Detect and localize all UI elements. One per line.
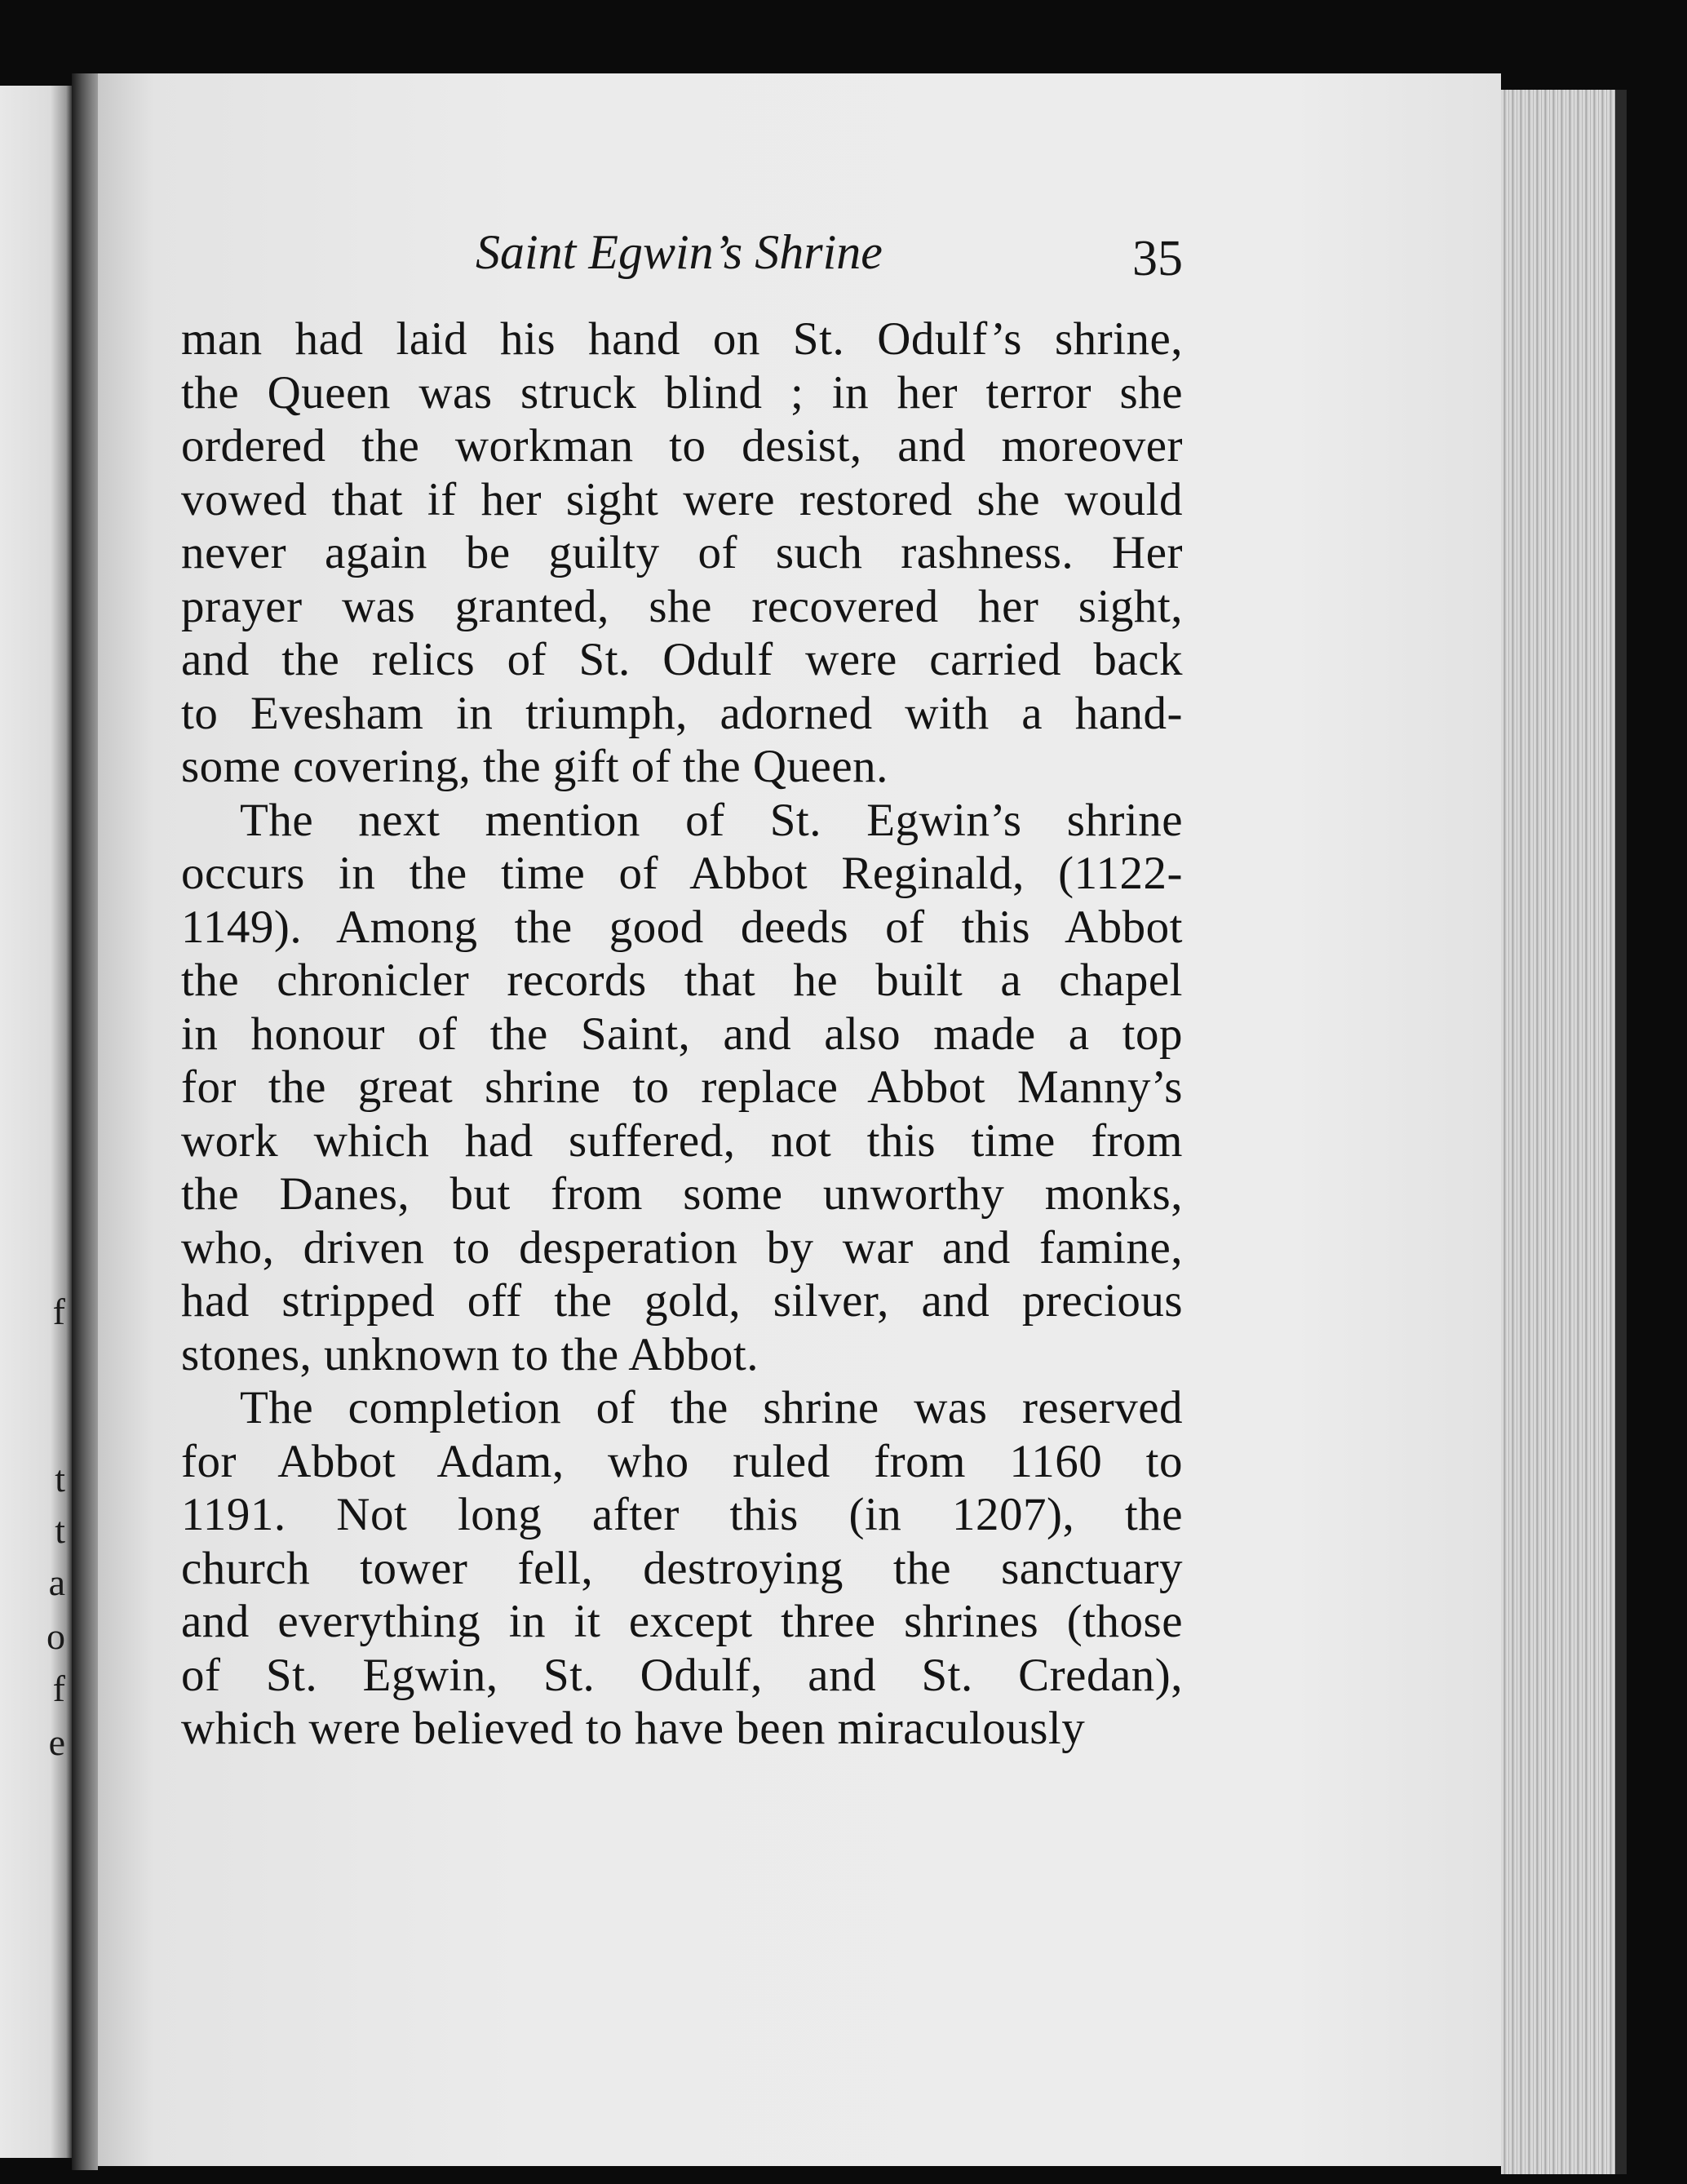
text-line: in honour of the Saint, and also made a top — [181, 1008, 1183, 1060]
text-line: the chronicler records that he built a chapel — [181, 955, 1183, 1006]
margin-glyph: o — [46, 1615, 65, 1657]
page-edges — [1501, 90, 1615, 2174]
margin-glyph: t — [55, 1458, 65, 1500]
text-line: some covering, the gift of the Queen. — [181, 741, 888, 792]
running-head — [98, 216, 1501, 286]
text-line: stones, unknown to the Abbot. — [181, 1328, 759, 1380]
text-line: of St. Egwin, St. Odulf, and St. Credan), — [181, 1649, 1183, 1701]
text-line: the Queen was struck blind ; in her terror she — [181, 366, 1183, 419]
text-line: to Evesham in triumph, adorned with a hand- — [181, 687, 1183, 739]
paragraph — [181, 1381, 1183, 1756]
book-gutter — [72, 73, 98, 2170]
text-line: The next mention of St. Egwin’s shrine — [240, 794, 1183, 846]
facing-page-edge — [0, 86, 72, 2158]
text-line: prayer was granted, she recovered her sight, — [181, 580, 1183, 632]
running-title: Saint Egwin’s Shrine — [476, 225, 883, 279]
margin-glyph: f — [52, 1668, 65, 1709]
text-line: church tower fell, destroying the sanctuary — [181, 1542, 1183, 1594]
text-line: who, driven to desperation by war and famine, — [181, 1221, 1183, 1274]
text-line: The completion of the shrine was reserved — [240, 1382, 1183, 1433]
text-line: occurs in the time of Abbot Reginald, (1122- — [181, 848, 1183, 899]
margin-glyph: a — [48, 1562, 65, 1603]
text-line: the Danes, but from some unworthy monks, — [181, 1168, 1183, 1220]
page-edges-shadow — [1615, 90, 1627, 2174]
text-line: which were believed to have been miraculously — [181, 1703, 1086, 1754]
text-line: and everything in it except three shrines (those — [181, 1596, 1183, 1647]
text-line: vowed that if her sight were restored she would — [181, 473, 1183, 525]
text-line: never again be guilty of such rashness. Her — [181, 527, 1183, 578]
text-line: and the relics of St. Odulf were carried back — [181, 634, 1183, 685]
body-text — [181, 312, 1183, 1756]
text-line: ordered the workman to desist, and moreover — [181, 420, 1183, 472]
margin-glyph: e — [48, 1721, 65, 1763]
margin-glyph: t — [55, 1509, 65, 1551]
text-line: for the great shrine to replace Abbot Manny’s — [181, 1061, 1183, 1113]
page-number: 35 — [1132, 231, 1183, 286]
margin-glyph: f — [52, 1291, 65, 1332]
paragraph — [181, 794, 1183, 1382]
text-line: for Abbot Adam, who ruled from 1160 to — [181, 1435, 1183, 1487]
text-line: had stripped off the gold, silver, and precious — [181, 1275, 1183, 1327]
paragraph — [181, 312, 1183, 794]
text-line: 1191. Not long after this (in 1207), the — [181, 1489, 1183, 1540]
text-line: 1149). Among the good deeds of this Abbot — [181, 901, 1183, 953]
text-line: man had laid his hand on St. Odulf’s shrine, — [181, 313, 1183, 365]
text-line: work which had suffered, not this time from — [181, 1114, 1183, 1167]
